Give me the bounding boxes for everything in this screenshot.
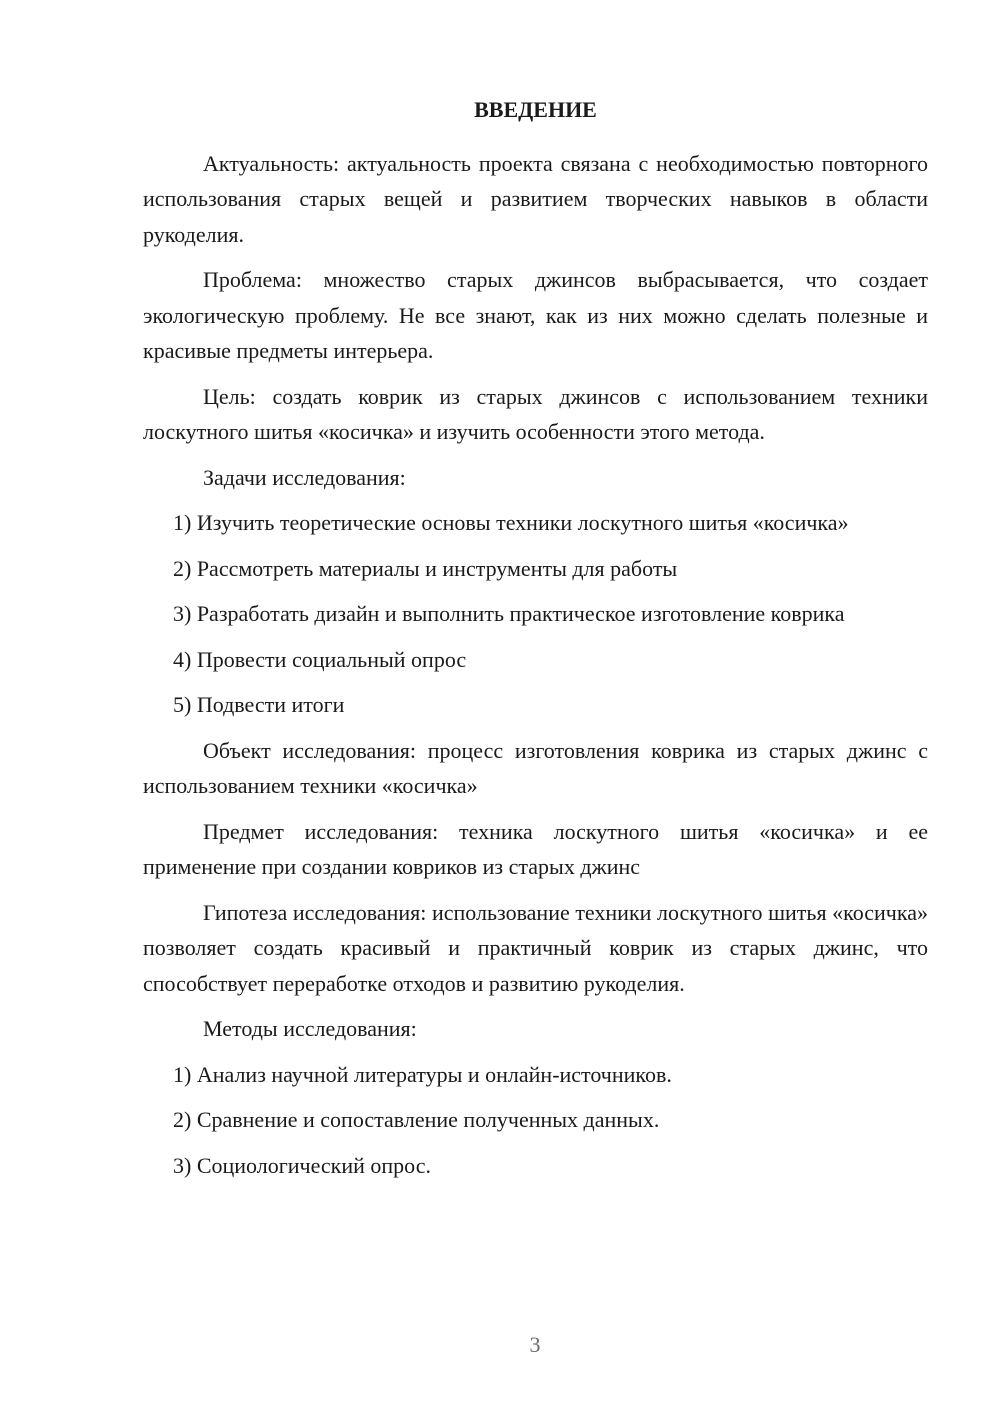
document-page: [143, 92, 928, 1193]
method-item-3: 3) Социологический опрос.: [173, 1152, 431, 1178]
method-item-2: 2) Сравнение и сопоставление полученных данных.: [173, 1107, 660, 1132]
task-item-3: 3) Разработать дизайн и выполнить практическое изготовление коврика: [173, 601, 845, 626]
method-item-1: 1) Анализ научной литературы и онлайн-источников.: [173, 1061, 672, 1087]
section-heading: ВВЕДЕНИЕ: [474, 97, 597, 122]
task-item-1: 1) Изучить теоретические основы техники лоскутного шитья «косичка»: [173, 510, 849, 535]
hypothesis-paragraph: Гипотеза исследования: использование техники лоскутного шитья «косичка» позволяет создать красивый и практичный коврик из старых джинс, что способствует переработке отходов и развитию рукоделия.: [143, 899, 928, 996]
problem-paragraph: Проблема: множество старых джинсов выбрасывается, что создает экологическую проблему. Не все знают, как из них можно сделать полезные и красивые предметы интерьера.: [143, 267, 928, 363]
task-item-5: 5) Подвести итоги: [173, 692, 345, 717]
object-paragraph: Объект исследования: процесс изготовления коврика из старых джинс с использованием техники «косичка»: [143, 737, 928, 798]
goal-paragraph: Цель: создать коврик из старых джинсов с использованием техники лоскутного шитья «косичка» и изучить особенности этого метода.: [143, 383, 928, 444]
tasks-title: Задачи исследования:: [203, 464, 406, 490]
methods-title: Методы исследования:: [203, 1016, 417, 1041]
relevance-paragraph: Актуальность: актуальность проекта связана с необходимостью повторного использования старых вещей и развитием творческих навыков в области рукоделия.: [143, 150, 928, 247]
subject-paragraph: Предмет исследования: техника лоскутного шитья «косичка» и ее применение при создании ковриков из старых джинс: [143, 818, 928, 879]
page-number: 3: [529, 1332, 541, 1357]
task-item-4: 4) Провести социальный опрос: [173, 646, 467, 672]
task-item-2: 2) Рассмотреть материалы и инструменты для работы: [173, 555, 678, 581]
